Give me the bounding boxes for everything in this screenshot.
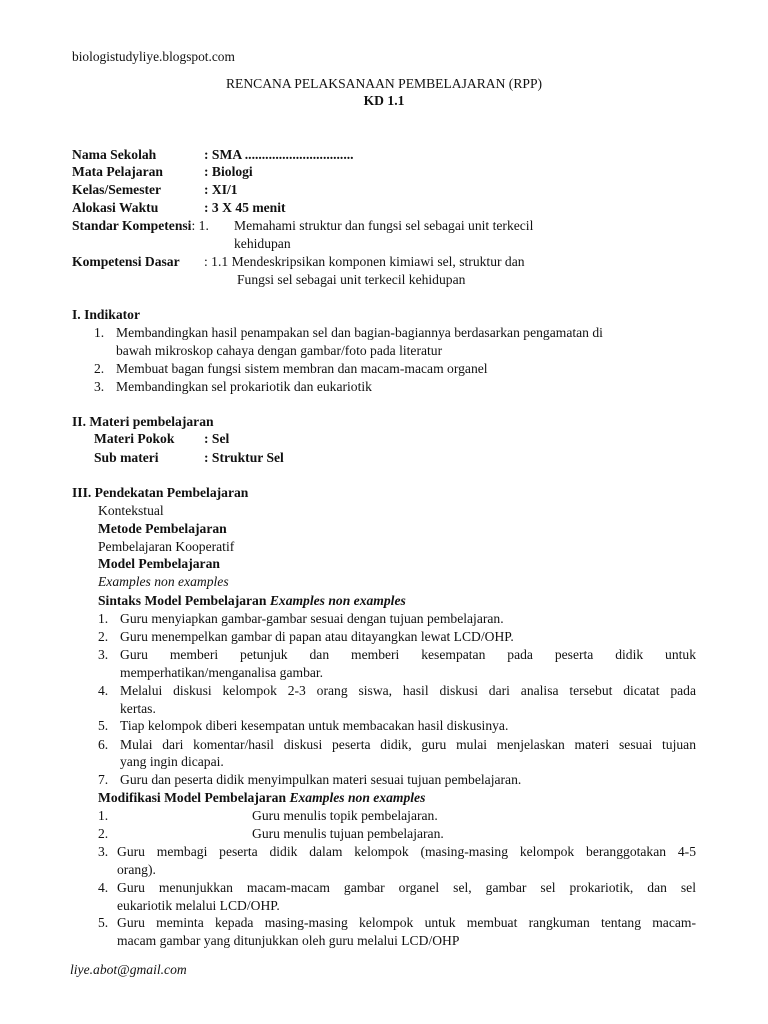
time-label: Alokasi Waktu bbox=[72, 200, 159, 215]
syntax-num-4: 4. bbox=[98, 683, 109, 698]
school-label: Nama Sekolah bbox=[72, 147, 157, 162]
syntax-item-2: Guru menempelkan gambar di papan atau ditayangkan lewat LCD/OHP. bbox=[120, 629, 514, 644]
approach-text: Kontekstual bbox=[98, 503, 164, 518]
sub-materi bbox=[94, 449, 284, 466]
syntax-num-6: 6. bbox=[98, 737, 109, 752]
syntax-item-6-line2: yang ingin dicapai. bbox=[120, 754, 224, 769]
sub-materi-label: Sub materi bbox=[94, 450, 159, 465]
syntax-heading-italic: Examples non examples bbox=[269, 593, 406, 608]
identity-time bbox=[72, 199, 286, 216]
document-subtitle: KD 1.1 bbox=[363, 93, 405, 108]
mod-num-4: 4. bbox=[98, 880, 109, 895]
syntax-num-7: 7. bbox=[98, 772, 109, 787]
modification-heading-italic: Examples non examples bbox=[289, 790, 426, 805]
indikator-item-1-line2: bawah mikroskop cahaya dengan gambar/foto pada literatur bbox=[116, 343, 443, 358]
indikator-item-1-line1: Membandingkan hasil penampakan sel dan bagian-bagiannya berdasarkan pengamatan di bbox=[116, 325, 603, 340]
syntax-item-1: Guru menyiapkan gambar-gambar sesuai dengan tujuan pembelajaran. bbox=[120, 611, 504, 626]
method-text: Pembelajaran Kooperatif bbox=[98, 539, 235, 554]
mod-num-5: 5. bbox=[98, 915, 109, 930]
mod-num-1: 1. bbox=[98, 808, 109, 823]
sk-label: Standar Kompetensi bbox=[72, 218, 192, 233]
indikator-num-1: 1. bbox=[94, 325, 105, 340]
indikator-num-2: 2. bbox=[94, 361, 105, 376]
mod-item-4-line2: eukariotik melalui LCD/OHP. bbox=[117, 898, 280, 913]
kd-line1: : 1.1 Mendeskripsikan komponen kimiawi sel, struktur dan bbox=[204, 254, 525, 269]
identity-class bbox=[72, 181, 238, 198]
indikator-num-3: 3. bbox=[94, 379, 105, 394]
class-label: Kelas/Semester bbox=[72, 182, 162, 197]
mod-item-4-line1: Guru menunjukkan macam-macam gambar organel sel, gambar sel prokariotik, dan sel bbox=[117, 880, 696, 895]
mod-num-2: 2. bbox=[98, 826, 109, 841]
method-heading: Metode Pembelajaran bbox=[98, 521, 227, 536]
section-materi-heading: II. Materi pembelajaran bbox=[72, 414, 214, 429]
materi-pokok bbox=[94, 430, 229, 447]
mod-num-3: 3. bbox=[98, 844, 109, 859]
identity-subject bbox=[72, 163, 253, 180]
syntax-item-3-line2: memperhatikan/menganalisa gambar. bbox=[120, 665, 324, 680]
mod-item-5-line1: Guru meminta kepada masing-masing kelompok untuk membuat rangkuman tentang macam- bbox=[117, 915, 696, 930]
syntax-item-4-line1: Melalui diskusi kelompok 2-3 orang siswa, hasil diskusi dari analisa tersebut dicatat pada bbox=[120, 683, 696, 698]
syntax-item-5: Tiap kelompok diberi kesempatan untuk membacakan hasil diskusinya. bbox=[120, 718, 509, 733]
syntax-num-5: 5. bbox=[98, 718, 109, 733]
syntax-num-1: 1. bbox=[98, 611, 109, 626]
syntax-heading bbox=[98, 592, 406, 609]
model-text: Examples non examples bbox=[98, 574, 229, 589]
syntax-item-4-line2: kertas. bbox=[120, 701, 156, 716]
document-title: RENCANA PELAKSANAAN PEMBELAJARAN (RPP) bbox=[225, 76, 543, 91]
mod-item-5-line2: macam gambar yang ditunjukkan oleh guru melalui LCD/OHP bbox=[117, 933, 460, 948]
syntax-item-3-line1: Guru memberi petunjuk dan memberi kesempatan pada peserta didik untuk bbox=[120, 647, 696, 662]
kd-line2: Fungsi sel sebagai unit terkecil kehidupan bbox=[237, 272, 466, 287]
model-heading: Model Pembelajaran bbox=[98, 556, 220, 571]
section-pendekatan-heading: III. Pendekatan Pembelajaran bbox=[72, 485, 249, 500]
syntax-item-7: Guru dan peserta didik menyimpulkan materi sesuai tujuan pembelajaran. bbox=[120, 772, 522, 787]
modification-heading-text: Modifikasi Model Pembelajaran bbox=[98, 790, 287, 805]
syntax-num-2: 2. bbox=[98, 629, 109, 644]
mod-item-3-line2: orang). bbox=[117, 862, 156, 877]
materi-pokok-label: Materi Pokok bbox=[94, 431, 175, 446]
email-footer: liye.abot@gmail.com bbox=[70, 962, 187, 977]
time-value: : 3 X 45 menit bbox=[204, 200, 286, 215]
class-value: : XI/1 bbox=[204, 182, 238, 197]
section-indikator-heading: I. Indikator bbox=[72, 307, 140, 322]
mod-item-1: Guru menulis topik pembelajaran. bbox=[252, 808, 438, 823]
subject-value: : Biologi bbox=[204, 164, 253, 179]
kd-label: Kompetensi Dasar bbox=[72, 254, 180, 269]
identity-kd bbox=[72, 253, 525, 270]
syntax-item-6-line1: Mulai dari komentar/hasil diskusi peserta didik, guru mulai menjelaskan materi sesuai tujuan bbox=[120, 737, 696, 752]
indikator-item-3: Membandingkan sel prokariotik dan eukariotik bbox=[116, 379, 372, 394]
indikator-item-2: Membuat bagan fungsi sistem membran dan macam-macam organel bbox=[116, 361, 488, 376]
sk-colon: : 1. bbox=[191, 218, 209, 233]
mod-item-3-line1: Guru membagi peserta didik dalam kelompok (masing-masing kelompok beranggotakan 4-5 bbox=[117, 844, 696, 859]
modification-heading bbox=[98, 789, 425, 806]
sub-materi-value: : Struktur Sel bbox=[204, 450, 284, 465]
syntax-heading-text: Sintaks Model Pembelajaran bbox=[98, 593, 267, 608]
sk-text-line1: Memahami struktur dan fungsi sel sebagai unit terkecil bbox=[234, 218, 534, 233]
materi-pokok-value: : Sel bbox=[204, 431, 230, 446]
school-value: : SMA ................................ bbox=[204, 147, 354, 162]
subject-label: Mata Pelajaran bbox=[72, 164, 163, 179]
mod-item-2: Guru menulis tujuan pembelajaran. bbox=[252, 826, 444, 841]
identity-sk bbox=[72, 217, 209, 234]
syntax-num-3: 3. bbox=[98, 647, 109, 662]
blog-url-header: biologistudyliye.blogspot.com bbox=[72, 49, 235, 64]
identity-school bbox=[72, 146, 354, 163]
sk-text-line2: kehidupan bbox=[234, 236, 291, 251]
